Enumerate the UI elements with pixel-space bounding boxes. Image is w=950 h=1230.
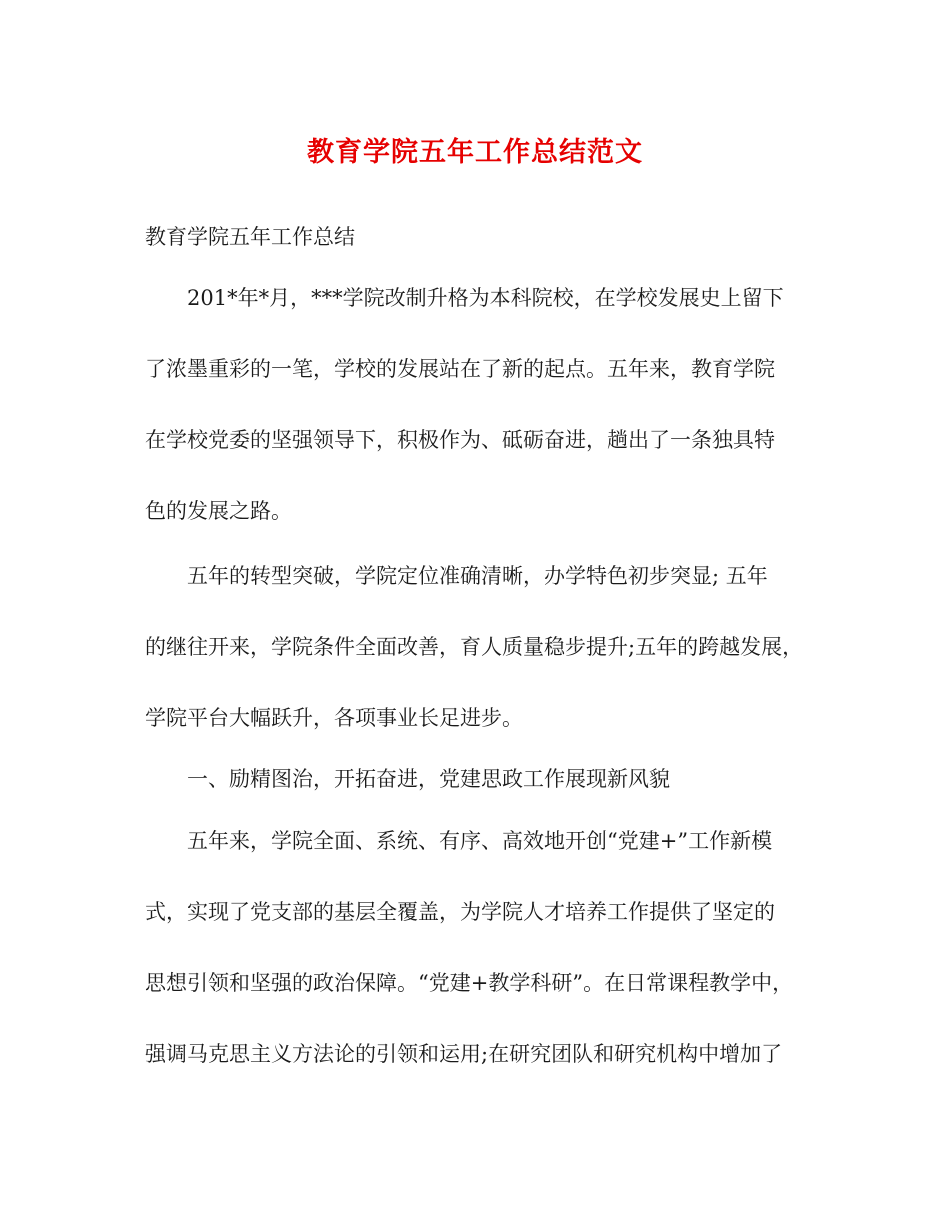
section-heading: 一、励精图治，开拓奋进，党建思政工作展现新风貌	[187, 767, 670, 791]
paragraph-line: 在学校党委的坚强领导下，积极作为、砥砺奋进，趟出了一条独具特	[145, 428, 775, 452]
paragraph-line: 思想引领和坚强的政治保障。“党建+教学科研”。在日常课程教学中，	[145, 971, 794, 995]
paragraph-line: 201*年*月，***学院改制升格为本科院校，在学校发展史上留下	[187, 286, 784, 310]
paragraph-line: 五年来，学院全面、系统、有序、高效地开创“党建+”工作新模	[187, 829, 773, 853]
subtitle-line: 教育学院五年工作总结	[145, 225, 355, 249]
paragraph-line: 学院平台大幅跃升，各项事业长足进步。	[145, 706, 523, 730]
paragraph-line: 的继往开来，学院条件全面改善，育人质量稳步提升;五年的跨越发展，	[145, 635, 804, 659]
document-title: 教育学院五年工作总结范文	[307, 137, 643, 168]
paragraph-line: 了浓墨重彩的一笔，学校的发展站在了新的起点。五年来，教育学院	[145, 357, 775, 381]
paragraph-line: 色的发展之路。	[145, 499, 292, 523]
paragraph-line: 五年的转型突破，学院定位准确清晰，办学特色初步突显; 五年	[187, 564, 768, 588]
paragraph-line: 强调马克思主义方法论的引领和运用;在研究团队和研究机构中增加了	[145, 1042, 783, 1066]
paragraph-line: 式，实现了党支部的基层全覆盖，为学院人才培养工作提供了坚定的	[145, 900, 775, 924]
